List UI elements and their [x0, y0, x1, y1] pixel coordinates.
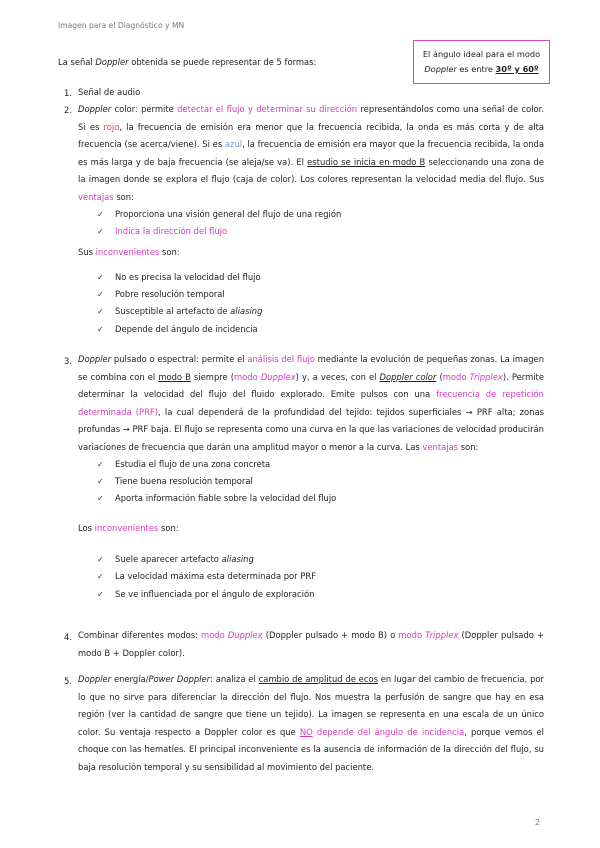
item-power-doppler: Doppler energía/Power Doppler: analiza el cambio de amplitud de ecos en lugar del cambio de frecuencia, por lo que no sirve para diferenciar la dirección del flujo. Nos muestra la perfusión de sangre que hay en esa región (ver la cantidad de sangre que tiene un tejido). La imagen se representa en una escala de un único color. Su ventaja respecto a Doppler color es que NO depende del ángulo de incidencia, porque vemos el choque con las hematíes. El principal inconveniente es la ausencia de información de la dirección del flujo, su baja resolución temporal y su sensibilidad al movimiento del paciente. [78, 674, 545, 772]
callout-box [413, 40, 550, 84]
checkmark-icon: ✓ [97, 572, 104, 582]
checkmark-icon: ✓ [97, 227, 104, 237]
list-item: ✓ La velocidad máxima esta determinada por PRF [78, 568, 544, 585]
list-item: ✓ Pobre resolución temporal [78, 286, 544, 303]
list-item: ✓ Suele aparecer artefacto aliasing [78, 551, 544, 568]
disadvantages-list [78, 269, 544, 338]
callout-line1: El ángulo ideal para el modo [422, 49, 541, 59]
advantages-list [78, 456, 544, 508]
page-number: 2 [535, 818, 541, 827]
list-item: ✓ Estudia el flujo de una zona concreta [78, 456, 544, 473]
checkmark-icon: ✓ [97, 307, 104, 317]
list-item: ✓ Indica la dirección del flujo [78, 223, 544, 240]
list-item: ✓ Se ve influenciada por el ángulo de exploración [78, 586, 544, 603]
checkmark-icon: ✓ [97, 589, 104, 599]
advantages-list [78, 206, 544, 240]
list-item: ✓ No es precisa la velocidad del flujo [78, 269, 544, 286]
checkmark-icon: ✓ [97, 290, 104, 300]
list-item: ✓ Tiene buena resolución temporal [78, 473, 544, 490]
disadvantages-list [78, 551, 544, 603]
item-doppler-pulsado: Doppler pulsado o espectral: permite el análisis del flujo mediante la evolución de pequeñas zonas. La imagen se combina con el modo B siempre (modo Dupplex) y, a veces, con el Doppler color (modo Tripplex). Permite determinar la velocidad del flujo del fluido explorado. Emite pulsos con una frecuencia de repetición determinada (PRF), la cual dependerá de la profundidad del tejido: tejidos superficiales → PRF alta; zonas profundas → PRF baja. El flujo se representa como una curva en la que las variaciones de velocidad producirán variaciones de frecuencia que darán una amplitud mayor o menor a la curva. Las ventajas son: ✓ Estudia el flujo de una zona concreta ✓ Tiene buena resolución temporal ✓ Aporta información fiable sobre la velocidad del flujo Los inconvenientes son: ✓ Suele aparecer artefacto aliasing ✓ La velocidad máxima esta determinada por PRF ✓ Se ve influenciada por el ángulo de exploración [78, 351, 544, 603]
checkmark-icon: ✓ [97, 555, 104, 565]
running-header: Imagen para el Diagnóstico y MN [58, 21, 185, 30]
item-combinar-modos: Combinar diferentes modos: modo Dupplex (Doppler pulsado + modo B) o modo Tripplex (Doppler pulsado + modo B + Doppler color). [78, 630, 544, 658]
list-item: ✓ Aporta información fiable sobre la velocidad del flujo [78, 490, 544, 507]
checkmark-icon: ✓ [97, 460, 104, 469]
checkmark-icon: ✓ [97, 272, 104, 282]
item-number: 3. [64, 356, 72, 366]
item-audio: Señal de audio [78, 87, 141, 97]
item-number: 2. [64, 105, 72, 115]
list-item: ✓ Proporciona una visión general del flujo de una región [78, 206, 544, 223]
list-item: ✓ Susceptible al artefacto de aliasing [78, 303, 544, 320]
item-number: 5. [64, 676, 72, 686]
item-number: 4. [64, 632, 72, 642]
intro-text: La señal Doppler obtenida se puede representar de 5 formas: [58, 57, 317, 67]
callout-line2: Doppler es entre 30º y 60º [424, 64, 539, 74]
checkmark-icon: ✓ [97, 477, 104, 487]
item-number: 1. [64, 88, 72, 98]
checkmark-icon: ✓ [97, 324, 104, 334]
checkmark-icon: ✓ [97, 210, 104, 219]
list-item: ✓ Depende del ángulo de incidencia [78, 321, 544, 338]
checkmark-icon: ✓ [97, 494, 104, 504]
item-doppler-color: Doppler color: permite detectar el flujo y determinar su dirección representándolos como una señal de color. Si es rojo, la frecuencia de emisión era menor que la frecuencia recibida, la onda es más corta y de alta frecuencia (se acerca/viene). Si es azul, la frecuencia de emisión era mayor que la frecuencia recibida, la onda es más larga y de baja frecuencia (se aleja/se va). El estudio se inicia en modo B seleccionando una zona de la imagen donde se explora el flujo (caja de color). Los colores representan la velocidad media del flujo. Sus ventajas son: ✓ Proporciona una visión general del flujo de una región ✓ Indica la dirección del flujo Sus inconvenientes son: ✓ No es precisa la velocidad del flujo ✓ Pobre resolución temporal ✓ Susceptible al artefacto de aliasing ✓ Depende del ángulo de incidencia [78, 101, 544, 338]
